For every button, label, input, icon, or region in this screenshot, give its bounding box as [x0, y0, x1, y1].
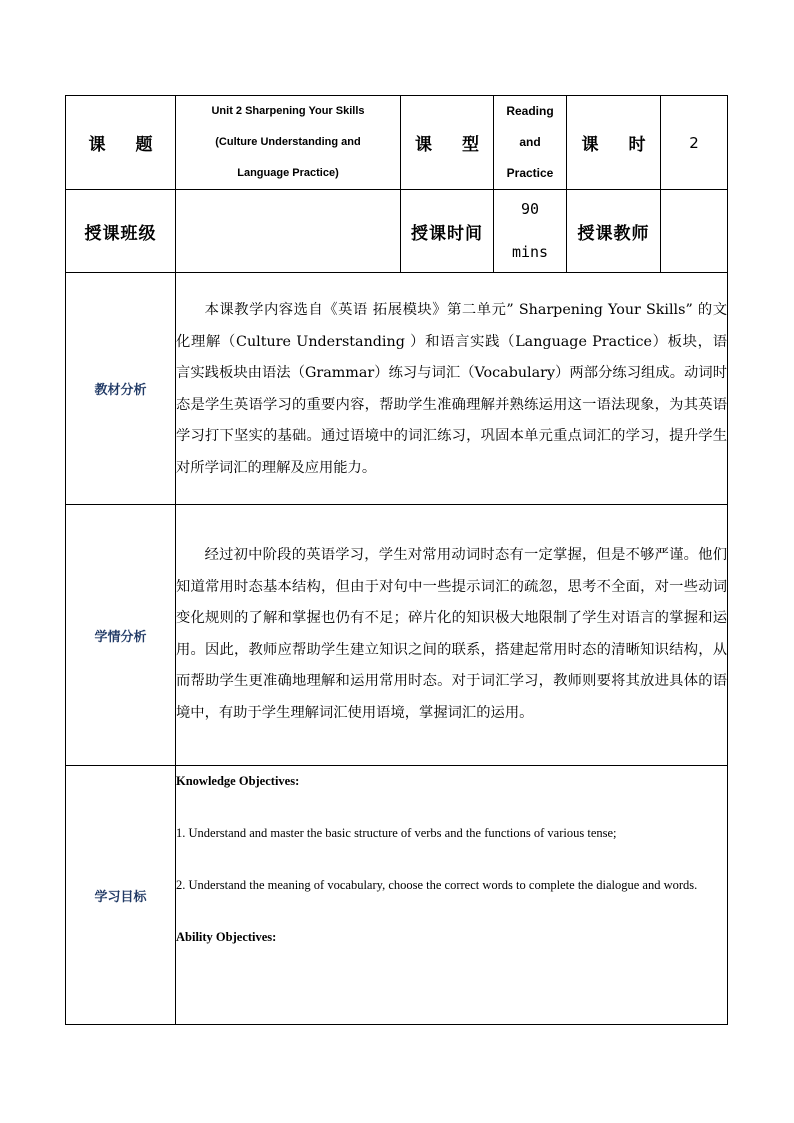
students-row — [66, 505, 728, 766]
class-value — [176, 190, 401, 273]
objective-item-1: 1. Understand and master the basic structure of verbs and the functions of various tense; — [176, 826, 617, 840]
ability-heading: Ability Objectives: — [176, 930, 277, 944]
objectives-label: 学习目标 — [66, 766, 176, 1025]
type-label: 课 型 — [401, 96, 494, 190]
topic-line-2: (Culture Understanding and — [215, 136, 361, 148]
students-label: 学情分析 — [66, 505, 176, 766]
material-label: 教材分析 — [66, 273, 176, 505]
class-label: 授课班级 — [66, 190, 176, 273]
lesson-plan-table — [65, 95, 728, 1025]
material-row — [66, 273, 728, 505]
teacher-value — [661, 190, 728, 273]
objectives-content — [176, 766, 728, 1025]
knowledge-heading: Knowledge Objectives: — [176, 774, 300, 788]
teacher-label: 授课教师 — [567, 190, 661, 273]
type-line-1: Reading — [506, 104, 554, 118]
type-value — [494, 96, 567, 190]
time-label: 授课时间 — [401, 190, 494, 273]
time-line-1: 90 — [520, 200, 540, 218]
objective-item-2: 2. Understand the meaning of vocabulary, choose the correct words to complete the dialogue and words. — [176, 878, 698, 892]
info-row — [66, 190, 728, 273]
topic-line-3: Language Practice) — [237, 167, 339, 179]
topic-label: 课 题 — [66, 96, 176, 190]
topic-value — [176, 96, 401, 190]
time-value — [494, 190, 567, 273]
type-line-2: and — [519, 135, 541, 149]
type-line-3: Practice — [506, 166, 554, 180]
students-text: 经过初中阶段的英语学习，学生对常用动词时态有一定掌握，但是不够严谨。他们知道常用时态基本结构，但由于对句中一些提示词汇的疏忽，思考不全面，对一些动词变化规则的了解和掌握也仍有不足；碎片化的知识极大地限制了学生对语言的掌握和运用。因此，教师应帮助学生建立知识之间的联系，搭建起常用时态的清晰知识结构，从而帮助学生更准确地理解和运用常用时态。对于词汇学习，教师则要将其放进具体的语境中，有助于学生理解词汇使用语境，掌握词汇的运用。 — [176, 505, 728, 766]
period-label: 课 时 — [567, 96, 661, 190]
topic-line-1: Unit 2 Sharpening Your Skills — [211, 105, 365, 117]
period-value: 2 — [661, 96, 728, 190]
material-text: 本课教学内容选自《英语 拓展模块》第二单元” Sharpening Your Skills” 的文化理解（Culture Understanding ）和语言实践（Language Practice）板块，语言实践板块由语法（Grammar）练习与词汇（Vocabulary）两部分练习组成。动词时态是学生英语学习的重要内容，帮助学生准确理解并熟练运用这一语法现象，为其英语学习打下坚实的基础。通过语境中的词汇练习，巩固本单元重点词汇的学习，提升学生对所学词汇的理解及应用能力。 — [176, 273, 728, 505]
header-row — [66, 96, 728, 190]
time-line-2: mins — [511, 243, 549, 261]
objectives-row — [66, 766, 728, 1025]
